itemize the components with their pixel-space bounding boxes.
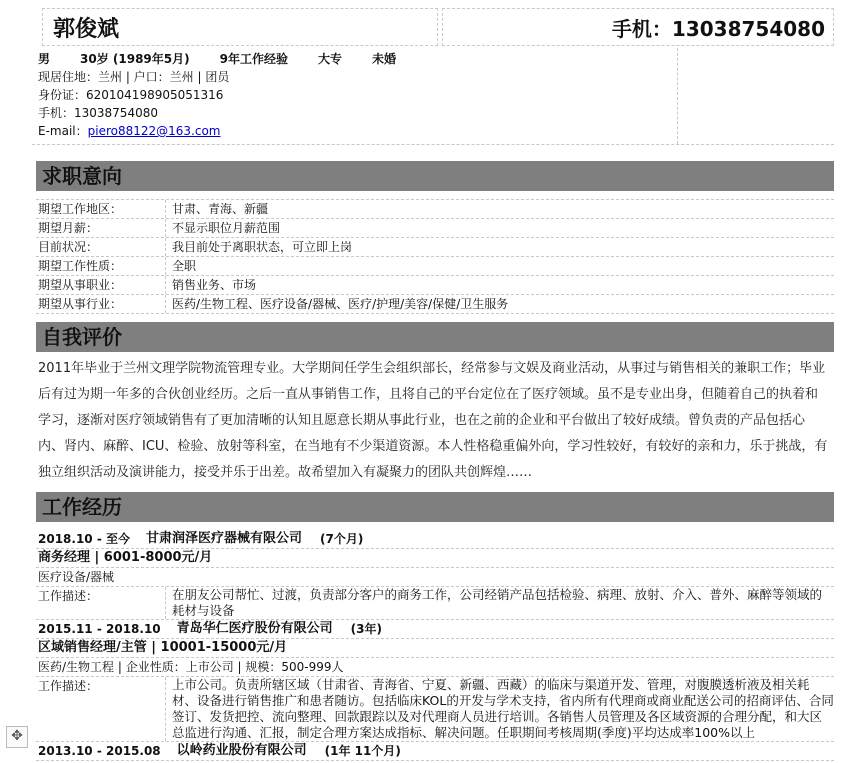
job-description: 在朋友公司帮忙、过渡，负责部分客户的商务工作，公司经销产品包括检验、病理、放射、介入、普外、麻醉等领域的耗材与设备 xyxy=(172,587,823,618)
job-duration: (3年) xyxy=(350,622,382,636)
job-period: 2015.11 - 2018.10 xyxy=(38,622,161,636)
job-meta: 医药/生物工程 | 企业性质：上市公司 | 规模：500-999人 xyxy=(36,658,834,677)
job-duration: (1年 11个月) xyxy=(324,744,401,758)
move-icon[interactable]: ✥ xyxy=(6,726,28,748)
resume-page xyxy=(32,8,834,761)
intention-table xyxy=(36,199,834,314)
age: 30岁 (1989年5月) xyxy=(80,52,190,66)
work-experience-list xyxy=(36,530,834,761)
id-card: 身份证：620104198905051316 xyxy=(38,88,224,102)
header xyxy=(32,8,834,48)
job-company: 青岛华仁医疗股份有限公司 xyxy=(176,621,333,636)
job-description: 上市公司。负责所辖区域（甘肃省、青海省、宁夏、新疆、西藏）的临床与渠道开发、管理，对腹膜透析液及相关耗材、设备进行销售推广和患者随访。包括临床KOL的开发与学术支持，省内所有代理商或商业配送公司的招商评估、合同签订、发货把控、流向整理、回款跟踪以及对代理商人员进行培训。各销售人员管理及各区域资源的合理分配，和大区总监进行沟通、汇报，制定合理方案达成指标、解决问题。任职期间考核周期(季度)平均达成率100%以上 xyxy=(172,677,834,740)
intention-value: 医药/生物工程、医疗设备/器械、医疗/护理/美容/保健/卫生服务 xyxy=(172,297,509,311)
self-evaluation-text: 2011年毕业于兰州文理学院物流管理专业。大学期间任学生会组织部长，经常参与文娱及商业活动，从事过与销售相关的兼职工作；毕业后有过为期一年多的合伙创业经历。之后一直从事销售工作，且将自己的平台定位在了医疗领域。虽不是专业出身，但随着自己的执着和学习，逐渐对医疗领域销售有了更加清晰的认知且愿意长期从事此行业，也在之前的企业和平台做出了较好成绩。曾负责的产品包括心内、肾内、麻醉、ICU、检验、放射等科室，在当地有不少渠道资源。本人性格稳重偏外向，学习性较好，有较好的亲和力，乐于挑战，有独立组织活动及演讲能力，接受并乐于出差。故希望加入有凝聚力的团队共创辉煌…… xyxy=(38,361,828,480)
job-duration: (7个月) xyxy=(320,532,364,546)
section-intention-heading: 求职意向 xyxy=(36,161,834,191)
job-description-label: 工作描述： xyxy=(36,587,166,619)
intention-key: 期望月薪： xyxy=(36,219,166,237)
intention-key: 期望从事行业： xyxy=(36,295,166,313)
intention-key: 期望从事职业： xyxy=(36,276,166,294)
experience: 9年工作经验 xyxy=(219,52,288,66)
job-header xyxy=(36,530,834,549)
job-description-label: 工作描述： xyxy=(36,677,166,741)
mobile: 手机：13038754080 xyxy=(38,106,158,120)
section-self-eval-heading: 自我评价 xyxy=(36,322,834,352)
email-line xyxy=(38,122,677,140)
job-title: 商务经理 | 6001-8000元/月 xyxy=(36,549,834,568)
intention-key: 期望工作性质： xyxy=(36,257,166,275)
job-period: 2013.10 - 2015.08 xyxy=(38,744,161,758)
header-phone: 手机：13038754080 xyxy=(442,8,834,46)
candidate-name: 郭俊斌 xyxy=(42,8,438,46)
job-company: 以岭药业股份有限公司 xyxy=(176,743,307,758)
education: 大专 xyxy=(317,52,342,66)
intention-row xyxy=(36,295,834,314)
intention-value: 销售业务、市场 xyxy=(172,278,257,292)
job-title: 区域销售经理/主管 | 10001-15000元/月 xyxy=(36,639,834,658)
job-description-row xyxy=(36,677,834,742)
gender: 男 xyxy=(38,52,51,66)
intention-row xyxy=(36,238,834,257)
intention-value: 我目前处于离职状态，可立即上岗 xyxy=(172,240,353,254)
intention-value: 不显示职位月薪范围 xyxy=(172,221,281,235)
residence: 现居住地：兰州 | 户口：兰州 | 团员 xyxy=(38,70,230,84)
basic-summary-line xyxy=(38,50,677,68)
intention-key: 目前状况： xyxy=(36,238,166,256)
job-period: 2018.10 - 至今 xyxy=(38,532,130,546)
section-work-heading: 工作经历 xyxy=(36,492,834,522)
intention-key: 期望工作地区： xyxy=(36,200,166,218)
job-meta: 医疗设备/器械 xyxy=(36,568,834,587)
intention-row xyxy=(36,257,834,276)
intention-row xyxy=(36,219,834,238)
basic-info xyxy=(32,48,834,145)
intention-value: 全职 xyxy=(172,259,197,273)
email-link[interactable]: piero88122@163.com xyxy=(87,124,221,138)
email-label: E-mail： xyxy=(38,124,88,138)
job-description-row xyxy=(36,587,834,620)
job-company: 甘肃润泽医疗器械有限公司 xyxy=(146,531,303,546)
intention-value: 甘肃、青海、新疆 xyxy=(172,202,269,216)
intention-row xyxy=(36,200,834,219)
intention-row xyxy=(36,276,834,295)
job-header xyxy=(36,742,834,761)
job-header xyxy=(36,620,834,639)
marital-status: 未婚 xyxy=(372,52,397,66)
